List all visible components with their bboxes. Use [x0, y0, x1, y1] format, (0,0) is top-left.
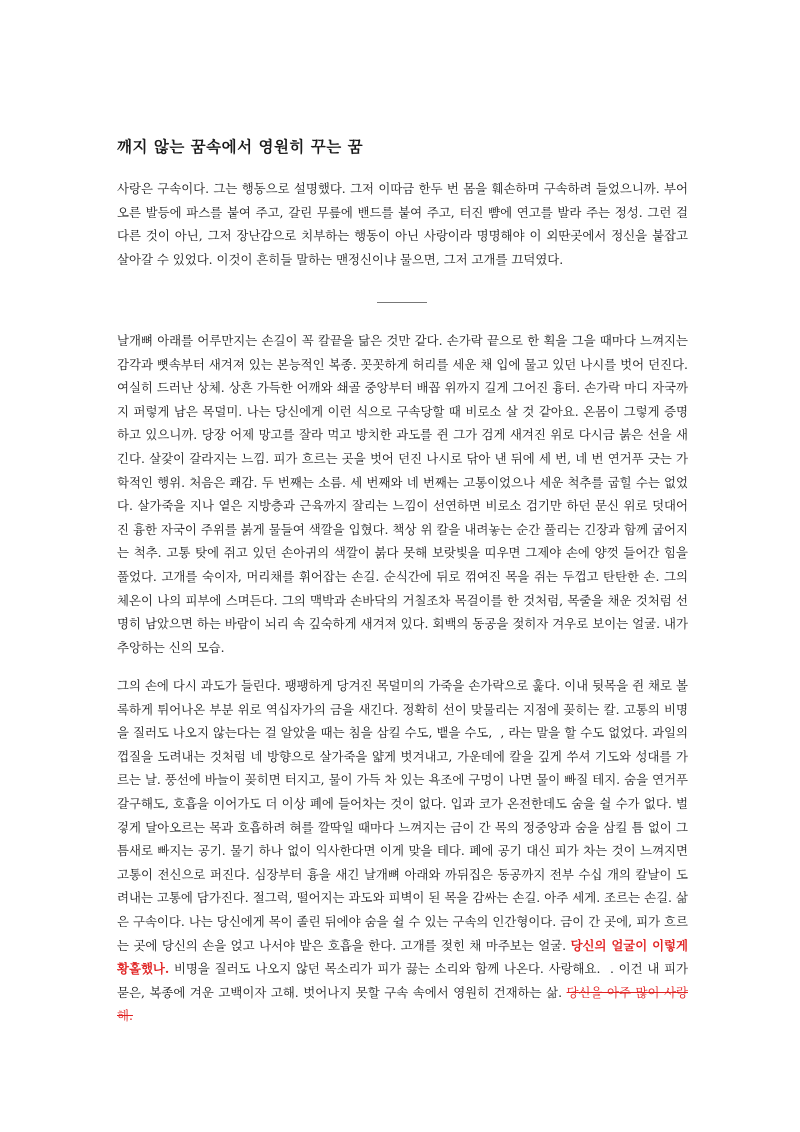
section-divider — [377, 302, 427, 303]
paragraph-3 — [117, 674, 688, 1028]
paragraph-1: 사랑은 구속이다. 그는 행동으로 설명했다. 그저 이따금 한두 번 몸을 훼손하며 구속하려 들었으니까. 부어오른 발등에 파스를 붙여 주고, 갈린 무릎에 밴드를 붙여 주고, 터진 뺨에 연고를 발라 주는 정성. 그런 걸 다른 것이 아닌, 그저 장난감으로 치부하는 행동이 아닌 사랑이라 명명해야 이 외딴곳에서 정신을 붙잡고 살아갈 수 있었다. 이것이 흔히들 말하는 맨정신이냐 물으면, 그저 고개를 끄덕였다. — [117, 181, 688, 267]
document-title: 깨지 않는 꿈속에서 영원히 꾸는 꿈 — [117, 137, 364, 156]
highlighted-sentence: 당신의 얼굴이 이렇게 황홀했나. — [117, 937, 688, 977]
paragraph-3-text: 그의 손에 다시 과도가 들린다. 팽팽하게 당겨진 목덜미의 가죽을 손가락으로 훑다. 이내 뒷목을 쥔 채로 볼록하게 튀어나온 부분 위로 역십자가의 금을 새긴다. 정확히 선이 맞물리는 지점에 꽂히는 칼. 고통의 비명을 질러도 나오지 않는다는 걸 알았을 때는 침을 삼킬 수도, 뱉을 수도, ​​​​​​​​​​ , 라는 말을 할 수도 없었다. 과일의 껍질을 도려내는 것처럼 네 방향으로 살가죽을 얇게 벗겨내고, 가운데에 칼을 깊게 쑤셔 기도와 성대를 가르는 날. 풍선에 바늘이 꽂히면 터지고, 물이 가득 차 있는 욕조에 구멍이 나면 물이 빠질 테지. 숨을 연거푸 갈구해도, 호흡을 이어가도 더 이상 폐에 들어차는 것이 없다. 입과 코가 온전한데도 숨을 쉴 수가 없다. 벌겋게 달아오르는 목과 호흡하려 혀를 깔딱일 때마다 느껴지는 금이 간 목의 정중앙과 숨을 삼킬 틈 없이 그 틈새로 빠지는 공기. 물기 하나 없이 익사한다면 이게 맞을 테다. 폐에 공기 대신 피가 차는 것이 느껴지면 고통이 전신으로 퍼진다. 심장부터 흉을 새긴 날개뼈 아래와 까뒤집은 동공까지 전부 수십 개의 칼날이 도려내는 고통에 담가진다. 절그럭, 떨어지는 과도와 피벽이 된 목을 감싸는 손길. 아주 세게. 조르는 손길. 삶은 구속이다. 나는 당신에게 목이 졸린 뒤에야 숨을 쉴 수 있는 구속의 인간형이다. 금이 간 곳에, 피가 흐르는 곳에 당신의 손을 얹고 나서야 밭은 호흡을 한다. 고개를 젖힌 채 마주보는 얼굴. — [117, 678, 688, 953]
paragraph-2: 날개뼈 아래를 어루만지는 손길이 꼭 칼끝을 닮은 것만 같다. 손가락 끝으로 한 획을 그을 때마다 느껴지는 감각과 뼛속부터 새겨져 있는 본능적인 복종. 꼿꼿하게 허리를 세운 채 입에 물고 있던 나시를 벗어 던진다. 여실히 드러난 상체. 상흔 가득한 어깨와 쇄골 중앙부터 배꼽 위까지 길게 그어진 흉터. 손가락 마디 자국까지 퍼렇게 남은 목덜미. 나는 당신에게 이런 식으로 구속당할 때 비로소 살 것 같아요. 온몸이 그렇게 증명하고 있으니까. 당장 어제 망고를 잘라 먹고 방치한 과도를 쥔 그가 검게 새겨진 위로 다시금 붉은 선을 새긴다. 살갗이 갈라지는 느낌. 피가 흐르는 곳을 벗어 던진 나시로 닦아 낸 뒤에 세 번, 네 번 연거푸 긋는 가학적인 행위. 처음은 쾌감. 두 번째는 소름. 세 번째와 네 번째는 고통이었으나 세운 척추를 굽힐 수는 없었다. 살가죽을 지나 옅은 지방층과 근육까지 잘리는 느낌이 선연하면 비로소 검기만 하던 문신 위로 덧대어진 흉한 자국이 주위를 붉게 물들여 색깔을 입혔다. 책상 위 칼을 내려놓는 순간 풀리는 긴장과 함께 굽어지는 척추. 고통 탓에 쥐고 있던 손아귀의 색깔이 붉다 못해 보랏빛을 띠우면 그제야 손에 양껏 들어간 힘을 풀었다. 고개를 숙이자, 머리채를 휘어잡는 손길. 순식간에 뒤로 꺾여진 목을 쥐는 두껍고 탄탄한 손. 그의 체온이 나의 피부에 스며든다. 그의 맥박과 손바닥의 거칠조차 목걸이를 한 것처럼, 목줄을 채운 것처럼 선명히 남았으면 하는 바람이 뇌리 속 깊숙하게 새겨져 있다. 회백의 동공을 젖히자 겨우로 보이는 얼굴. 내가 추앙하는 신의 모습. — [117, 333, 688, 655]
struck-sentence: 당신을 아주 많이 사랑해. — [117, 984, 688, 1024]
paragraph-3-continuation: 비명을 질러도 나오지 않던 목소리가 피가 끓는 소리와 함께 나온다. 사랑해요. ​​​​​​​​​​ . 이건 내 피가 묻은, 복종에 겨운 고백이자 고해. 벗어나지 못할 구속 속에서 영원히 건재하는 삶. — [117, 961, 688, 1000]
